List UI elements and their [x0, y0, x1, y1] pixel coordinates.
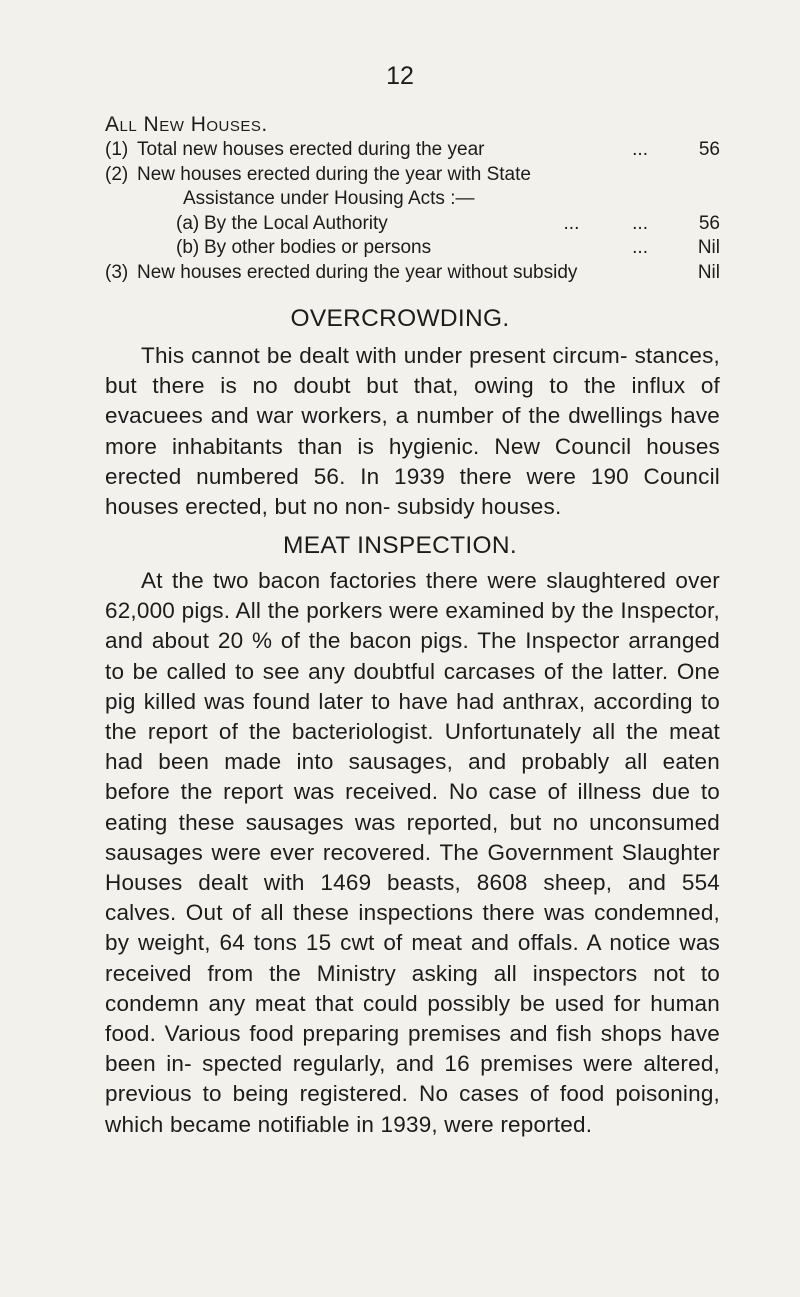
leader-dots: ... ...	[563, 212, 648, 234]
leader-dots: ...	[632, 237, 648, 258]
item-value: Nil	[697, 237, 720, 258]
item-text: By other bodies or persons	[204, 237, 432, 258]
new-houses-heading: All New Houses.	[105, 113, 268, 136]
meat-inspection-heading: MEAT INSPECTION.	[283, 532, 517, 559]
item-value: Nil	[697, 261, 720, 283]
overcrowding-heading: OVERCROWDING.	[290, 305, 510, 332]
page-number: 12	[386, 62, 414, 90]
item-value: 56	[698, 212, 720, 234]
item-text: New houses erected during the year with State	[137, 163, 531, 185]
houses-item-2	[105, 163, 720, 188]
item-number: (1)	[105, 139, 129, 160]
item-value: 56	[698, 139, 720, 160]
houses-item-2a	[105, 212, 720, 237]
new-houses-section	[105, 112, 720, 285]
item-text: By the Local Authority	[204, 212, 388, 234]
leader-dots: ...	[632, 139, 648, 160]
item-text: Total new houses erected during the year	[137, 139, 485, 160]
item-number: (3)	[105, 261, 129, 283]
houses-item-2-continuation: Assistance under Housing Acts :—	[183, 188, 475, 209]
meat-inspection-paragraph: At the two bacon factories there were slaughtered over 62,000 pigs. All the porkers were examined by the Inspector, and about 20 % of the bacon pigs. The Inspector arranged to be called to see any doubtful carcases of the latter. One pig killed was found later to have had anthrax, according to the report of the bacteriologist. Unfortunately all the meat had been made into sausages, and probably all eaten before the report was received. No case of illness due to eating these sausages was reported, but no unconsumed sausages were ever recovered. The Government Slaughter Houses dealt with 1469 beasts, 8608 sheep, and 554 calves. Out of all these inspections there was condemned, by weight, 64 tons 15 cwt of meat and offals. A notice was received from the Ministry asking all inspectors not to condemn any meat that could possibly be used for human food. Various food preparing premises and fish shops have been in- spected regularly, and 16 premises were altered, previous to being registered. No cases of food poisoning, which became notifiable in 1939, were reported.	[105, 568, 720, 1137]
item-number: (2)	[105, 163, 129, 185]
item-letter: (b)	[176, 237, 200, 258]
houses-item-3	[105, 261, 720, 286]
houses-item-1	[105, 138, 720, 163]
item-text: New houses erected during the year without subsidy	[137, 261, 578, 283]
overcrowding-paragraph: This cannot be dealt with under present circum- stances, but there is no doubt but that, owing to the influx of evacuees and war workers, a number of the dwellings have more inhabitants than is hygienic. New Council houses erected numbered 56. In 1939 there were 190 Council houses erected, but no non- subsidy houses.	[105, 343, 720, 520]
item-letter: (a)	[176, 212, 200, 234]
houses-item-2b	[105, 236, 720, 261]
